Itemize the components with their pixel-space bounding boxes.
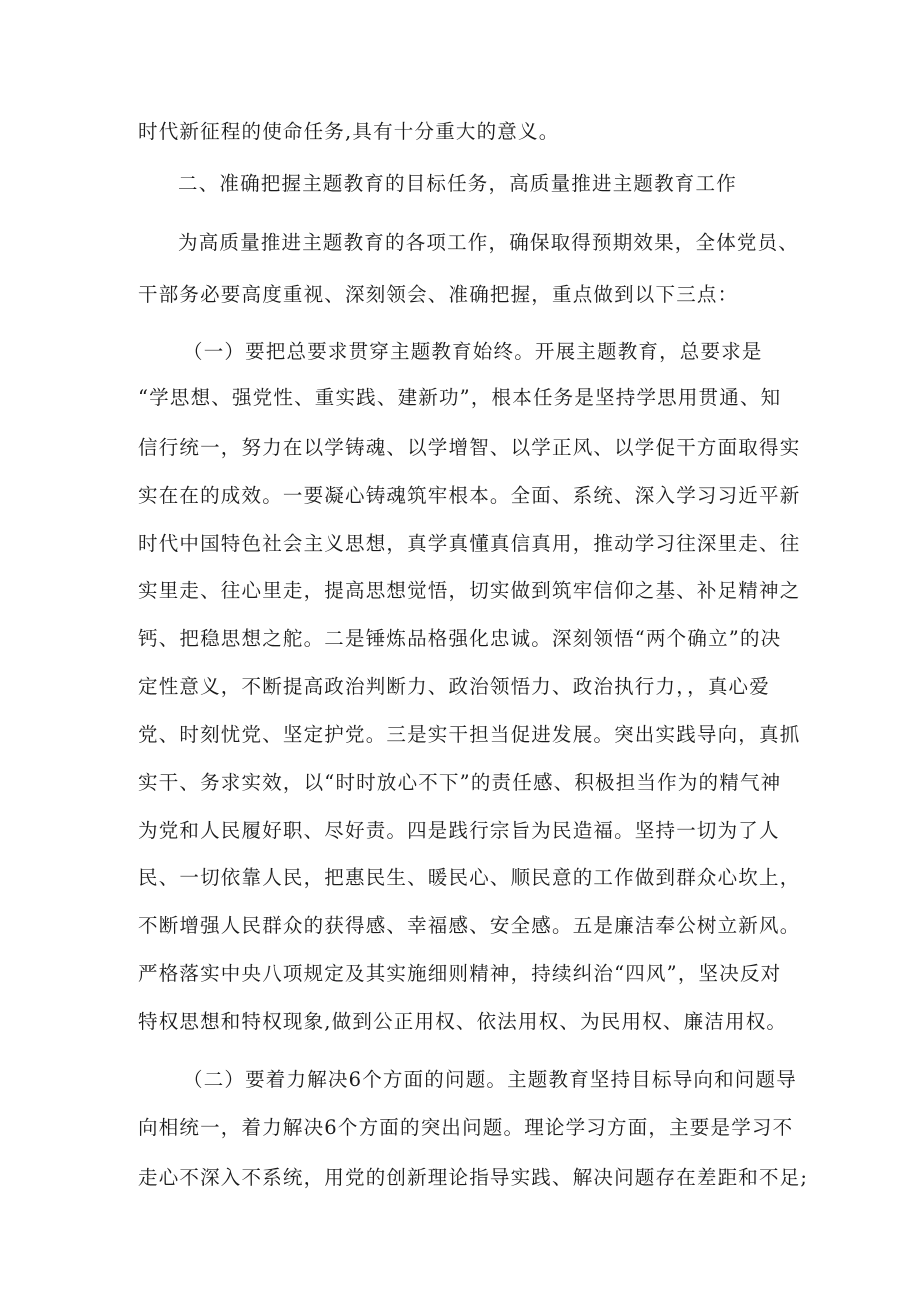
text-line: 走心不深入不系统，用党的创新理论指导实践、解决问题存在差距和不足;	[138, 1166, 809, 1189]
text-line: 时代新征程的使命任务,具有十分重大的意义。	[138, 120, 560, 143]
text-line: 实里走、往心里走，提高思想觉悟，切实做到筑牢信仰之基、补足精神之	[138, 579, 801, 602]
text-line: 向相统一，着力解决6个方面的突出问题。理论学习方面，主要是学习不	[138, 1116, 794, 1139]
subsection-heading: （一）要把总要求贯穿主题教育始终。开展主题教育，总要求是	[183, 340, 763, 363]
text-line: 信行统一，努力在以学铸魂、以学增智、以学正风、以学促干方面取得实	[138, 436, 801, 459]
text-line: 严格落实中央八项规定及其实施细则精神，持续纠治“四风”，坚决反对	[138, 962, 782, 985]
text-line: 钙、把稳思想之舵。二是锤炼品格强化忠诚。深刻领悟“两个确立”的决	[138, 627, 782, 650]
text-line: 时代中国特色社会主义思想，真学真懂真信真用，推动学习往深里走、往	[138, 532, 801, 555]
text-line: 为党和人民履好职、尽好责。四是践行宗旨为民造福。坚持一切为了人	[138, 819, 780, 842]
text-line: 民、一切依靠人民，把惠民生、暖民心、顺民意的工作做到群众心坎上，	[138, 866, 801, 889]
text-line: “学思想、强党性、重实践、建新功”，根本任务是坚持学思用贯通、知	[138, 386, 782, 409]
text-line: 党、时刻忧党、坚定护党。三是实干担当促进发展。突出实践导向，真抓	[138, 723, 801, 746]
text-line: 特权思想和特权现象,做到公正用权、依法用权、为民用权、廉洁用权。	[138, 1010, 788, 1033]
text-line: 干部务必要高度重视、深刻领会、准确把握，重点做到以下三点：	[138, 283, 739, 306]
text-line: 为高质量推进主题教育的各项工作，确保取得预期效果，全体党员、	[178, 231, 800, 254]
subsection-heading: （二）要着力解决6个方面的问题。主题教育坚持目标导向和问题导	[183, 1068, 797, 1091]
text-line: 不断增强人民群众的获得感、幸福感、安全感。五是廉洁奉公树立新风。	[138, 914, 801, 937]
text-line: 实干、务求实效，以“时时放心不下”的责任感、积极担当作为的精气神	[138, 771, 782, 794]
section-heading: 二、准确把握主题教育的目标任务，高质量推进主题教育工作	[178, 172, 737, 195]
text-line: 定性意义，不断提高政治判断力、政治领悟力、政治执行力，，真心爱	[138, 675, 770, 698]
text-line: 实在在的成效。一要凝心铸魂筑牢根本。全面、系统、深入学习习近平新	[138, 484, 801, 507]
